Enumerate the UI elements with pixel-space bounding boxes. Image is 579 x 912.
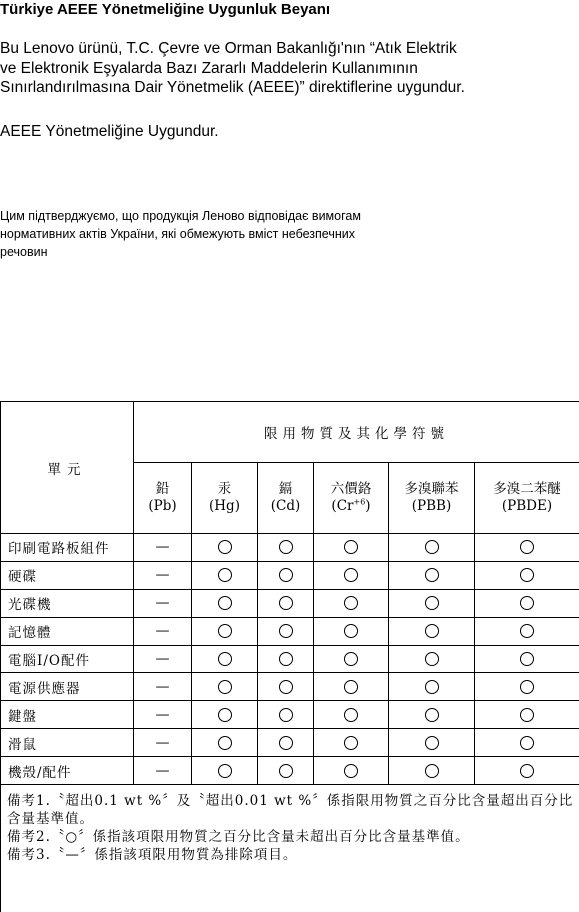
substance-status-cell [475,701,579,729]
table-row [1,673,579,701]
table-notes [1,785,579,912]
circle-mark [344,680,358,694]
circle-mark [425,652,439,666]
substance-status-cell [475,645,579,673]
component-name: 印刷電路板組件 [1,534,134,562]
substance-status-cell [134,617,192,645]
turkey-section-title: Türkiye AEEE Yönetmeliğine Uygunluk Beyanı [0,1,331,18]
substance-status-cell [258,561,314,589]
circle-mark [344,652,358,666]
substance-status-cell [258,589,314,617]
restricted-substances-table [0,401,579,912]
substance-status-cell [475,729,579,757]
substance-status-cell [314,561,389,589]
circle-mark [520,708,534,722]
circle-mark [425,764,439,778]
substance-status-cell [134,757,192,785]
turkey-body-line: ve Elektronik Eşyalarda Bazı Zararlı Maddelerin Kullanımının [0,59,418,77]
substance-status-cell [134,673,192,701]
table-row [1,534,579,562]
substance-status-cell [475,757,579,785]
circle-mark [344,540,358,554]
note-1: 備考1.〝超出0.1 wt %〞及〝超出0.01 wt %〞係指限用物質之百分比含量超出百分比含量基準值。 [7,793,574,828]
circle-mark [279,624,293,638]
substance-status-cell [134,729,192,757]
ukraine-statement [0,207,361,261]
substance-status-cell [134,589,192,617]
dash-mark: — [155,539,170,556]
circle-mark [520,596,534,610]
substance-header-lead: 鉛 (Pb) [134,463,192,534]
substance-status-cell [389,729,475,757]
substance-status-cell [134,561,192,589]
table-row [1,645,579,673]
substance-status-cell [258,617,314,645]
circle-mark [279,596,293,610]
circle-mark [425,736,439,750]
circle-mark [344,596,358,610]
component-name: 記憶體 [1,617,134,645]
substance-status-cell [192,701,258,729]
substance-status-cell [258,673,314,701]
substance-status-cell [192,617,258,645]
substance-status-cell [192,645,258,673]
circle-mark [218,652,232,666]
circle-mark [279,680,293,694]
circle-mark [425,624,439,638]
substance-status-cell [389,561,475,589]
table-row [1,757,579,785]
substance-header-pbb: 多溴聯苯 (PBB) [389,463,475,534]
substance-status-cell [192,673,258,701]
substance-status-cell [314,534,389,562]
circle-mark [344,568,358,582]
circle-mark [279,708,293,722]
substance-status-cell [192,757,258,785]
substance-status-cell [389,673,475,701]
circle-mark [279,568,293,582]
circle-mark [218,568,232,582]
substance-status-cell [389,701,475,729]
substance-status-cell [192,561,258,589]
dash-mark: — [155,567,170,584]
circle-mark [279,652,293,666]
table-row [1,617,579,645]
circle-mark [218,540,232,554]
substance-header-hexavalent-chromium: 六價鉻 $(Cr^{+6})$ [314,463,389,534]
dash-mark: — [155,651,170,667]
turkey-body-line: Bu Lenovo ürünü, T.C. Çevre ve Orman Bakanlığı'nın “Atık Elektrik [0,40,457,57]
substance-status-cell [475,673,579,701]
substance-status-cell [475,617,579,645]
substance-status-cell [134,534,192,562]
circle-mark [344,764,358,778]
ukraine-line: нормативних актів України, які обмежують вміст небезпечних [0,227,355,241]
circle-mark [520,736,534,750]
substance-status-cell [258,757,314,785]
substance-status-cell [258,645,314,673]
ukraine-line: Цим підтверджуємо, що продукція Леново відповідає вимогам [0,209,361,223]
unit-header: 單元 [1,402,134,534]
dash-mark: — [155,595,170,612]
circle-mark [520,540,534,554]
component-name: 滑鼠 [1,729,134,757]
substance-header-cadmium: 鎘 (Cd) [258,463,314,534]
substance-status-cell [258,701,314,729]
table-row [1,561,579,589]
circle-mark [520,624,534,638]
substance-status-cell [192,729,258,757]
circle-mark [425,540,439,554]
circle-mark [520,764,534,778]
circle-mark [425,568,439,582]
substance-status-cell [314,757,389,785]
table-row [1,701,579,729]
substance-status-cell [134,645,192,673]
circle-mark [218,764,232,778]
substance-status-cell [475,561,579,589]
dash-mark: — [155,623,170,640]
component-name: 機殼/配件 [1,757,134,785]
dash-mark: — [155,678,170,695]
substance-status-cell [314,673,389,701]
substance-status-cell [389,534,475,562]
substance-header-pbde: 多溴二苯醚 (PBDE) [475,463,579,534]
circle-mark [218,680,232,694]
turkey-body-line: Sınırlandırılmasına Dair Yönetmelik (AEEE)” direktiflerine uygundur. [0,79,465,96]
circle-mark [279,736,293,750]
turkey-body-text [0,39,579,98]
circle-mark [344,736,358,750]
dash-mark: — [155,762,170,779]
circle-mark [344,708,358,722]
turkey-conformity-statement: AEEE Yönetmeliğine Uygundur. [0,123,219,140]
substance-status-cell [389,757,475,785]
table-row [1,589,579,617]
circle-mark [218,596,232,610]
circle-mark [425,708,439,722]
substances-group-header: 限用物質及其化學符號 [134,402,579,463]
circle-mark [279,540,293,554]
component-name: 光碟機 [1,589,134,617]
substance-status-cell [475,534,579,562]
substance-status-cell [314,617,389,645]
component-name: 電腦I/O配件 [1,645,134,673]
substance-status-cell [192,534,258,562]
circle-mark [425,680,439,694]
component-name: 鍵盤 [1,701,134,729]
substance-status-cell [389,645,475,673]
substance-status-cell [134,701,192,729]
component-name: 硬碟 [1,561,134,589]
circle-mark [520,652,534,666]
circle-mark [279,764,293,778]
component-name: 電源供應器 [1,673,134,701]
substance-status-cell [389,589,475,617]
substance-status-cell [314,645,389,673]
note-2: 備考2.〝○〞係指該項限用物質之百分比含量未超出百分比含量基準值。 [7,829,470,846]
substance-status-cell [314,701,389,729]
substance-status-cell [258,534,314,562]
substance-header-mercury: 汞 (Hg) [192,463,258,534]
circle-mark [218,736,232,750]
substance-status-cell [192,589,258,617]
ukraine-line: речовин [0,245,48,259]
table-row [1,729,579,757]
dash-mark: — [155,706,170,723]
substance-status-cell [314,729,389,757]
circle-mark [520,568,534,582]
dash-mark: — [155,734,170,751]
substance-status-cell [475,589,579,617]
substance-status-cell [389,617,475,645]
circle-mark [520,680,534,694]
circle-mark [218,708,232,722]
circle-mark [218,624,232,638]
note-3: 備考3.〝—〞係指該項限用物質為排除項目。 [7,847,298,864]
circle-mark [425,596,439,610]
substance-status-cell [314,589,389,617]
substance-status-cell [258,729,314,757]
circle-mark [344,624,358,638]
